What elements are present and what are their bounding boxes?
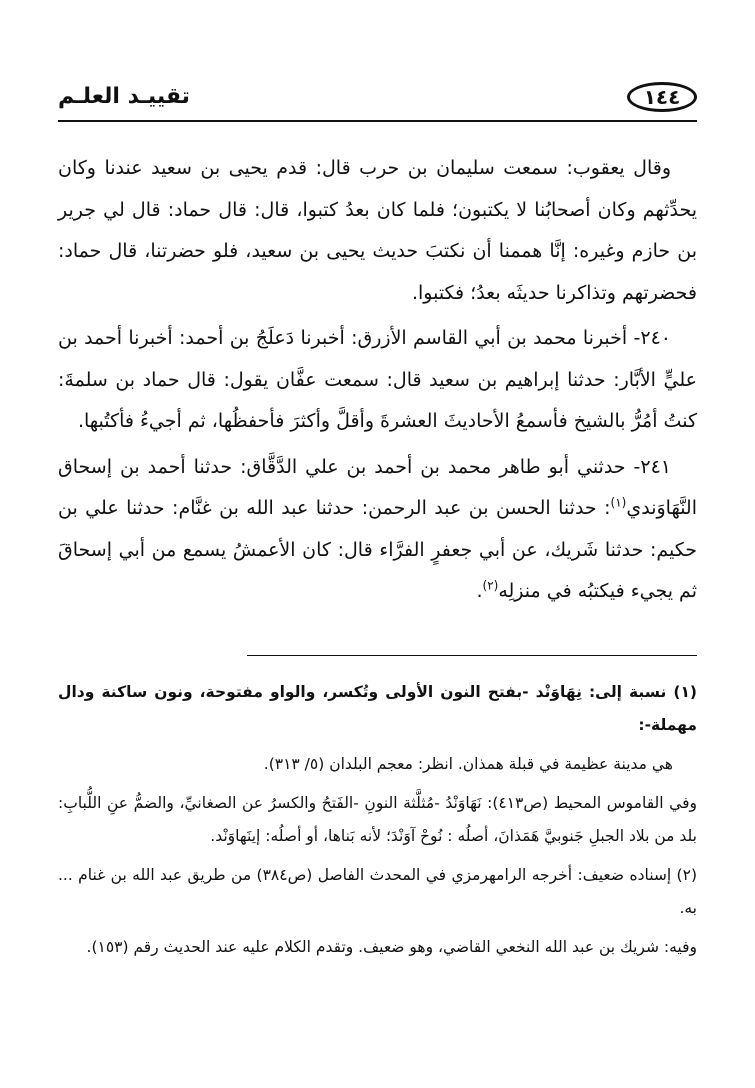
footnote-ref-2[interactable]: (٢) xyxy=(482,578,499,593)
footnote-1-heading: (١) نسبة إلى: نِهَاوَنْد -بفتح النون الأولى وتُكسر، والواو مفتوحة، ونون ساكنة ودال مهملة-: xyxy=(58,683,697,734)
footnote-1-text: هي مدينة عظيمة في قبلة همذان. انظر: معجم البلدان (٥/ ٣١٣). xyxy=(263,755,673,773)
paragraph-yaqub: وقال يعقوب: سمعت سليمان بن حرب قال: قدم يحيى بن سعيد عندنا وكان يحدِّثهم وكان أصحابُنا لا يكتبون؛ فلما كان بعدُ كتبوا، قال: قال حماد: قال لي جرير بن حازم وغيره: إنَّا هممنا أن نكتبَ حديث يحيى بن سعيد، فلو حضرتنا، قال حماد: فحضرتهم وتذاكرنا حديثَه بعدُ؛ فكتبوا. xyxy=(58,157,697,304)
running-title: تقييـد العلـم xyxy=(58,84,190,109)
footnote-ref-1[interactable]: (١) xyxy=(610,495,627,510)
paragraph-241-start: ٢٤١- حدثني أبو طاهر محمد بن أحمد بن علي الدَّقَّاق: حدثنا أحمد بن إسحاق النَّهَاوَندي xyxy=(58,455,697,519)
paragraph-241 xyxy=(58,447,697,613)
paragraph-241-end: . xyxy=(476,580,483,602)
footnotes xyxy=(58,676,697,970)
footnote-separator xyxy=(247,655,697,656)
page-header xyxy=(58,78,697,118)
main-text xyxy=(58,148,697,617)
footnote-2-text: وفيه: شريك بن عبد الله النخعي القاضي، وهو ضعيف. وتقدم الكلام عليه عند الحديث رقم (١٥٣). xyxy=(86,938,697,956)
header-rule xyxy=(58,120,697,122)
page-number-badge: ١٤٤ xyxy=(627,82,697,112)
paragraph-240: ٢٤٠- أخبرنا محمد بن أبي القاسم الأزرق: أخبرنا دَعلَجُ بن أحمد: أخبرنا أحمد بن عليٍّ الأبَّار: حدثنا إبراهيم بن سعيد قال: سمعت عفَّان يقول: قال حماد بن سلمةَ: كنتُ أمُرُّ بالشيخ فأسمعُ الأحاديثَ العشرةَ وأقلَّ وأكثرَ فأحفظُها، ثم أجيءُ فأكتُبها. xyxy=(58,327,697,432)
footnote-1-qamus: وفي القاموس المحيط (ص٤١٣): نَهَاوَنْدُ -مُثلَّثة النونِ -الفَتحُ والكسرُ عن الصغانيِّ، والضمُّ عنِ اللُّبابِ: بلد من بلاد الجبلِ جَنوبيَّ هَمَذانَ، أصلُه : نُوحْ آوَنْدَ؛ لأنه بَناها، أو أصلُه: إينَهاوَنْد. xyxy=(58,794,697,845)
paragraph-241-middle: : حدثنا الحسن بن عبد الرحمن: حدثنا عبد الله بن غنَّام: حدثنا علي بن حكيم: حدثنا شَريك، عن أبي جعفرٍ الفرَّاء قال: كان الأعمشُ يسمع من أبي إسحاقَ ثم يجيء فيكتبُه في منزلِه xyxy=(58,497,697,602)
footnote-2-heading: (٢) إسناده ضعيف: أخرجه الرامهرمزي في المحدث الفاصل (ص٣٨٤) من طريق عبد الله بن غنام ... به. xyxy=(58,866,697,917)
